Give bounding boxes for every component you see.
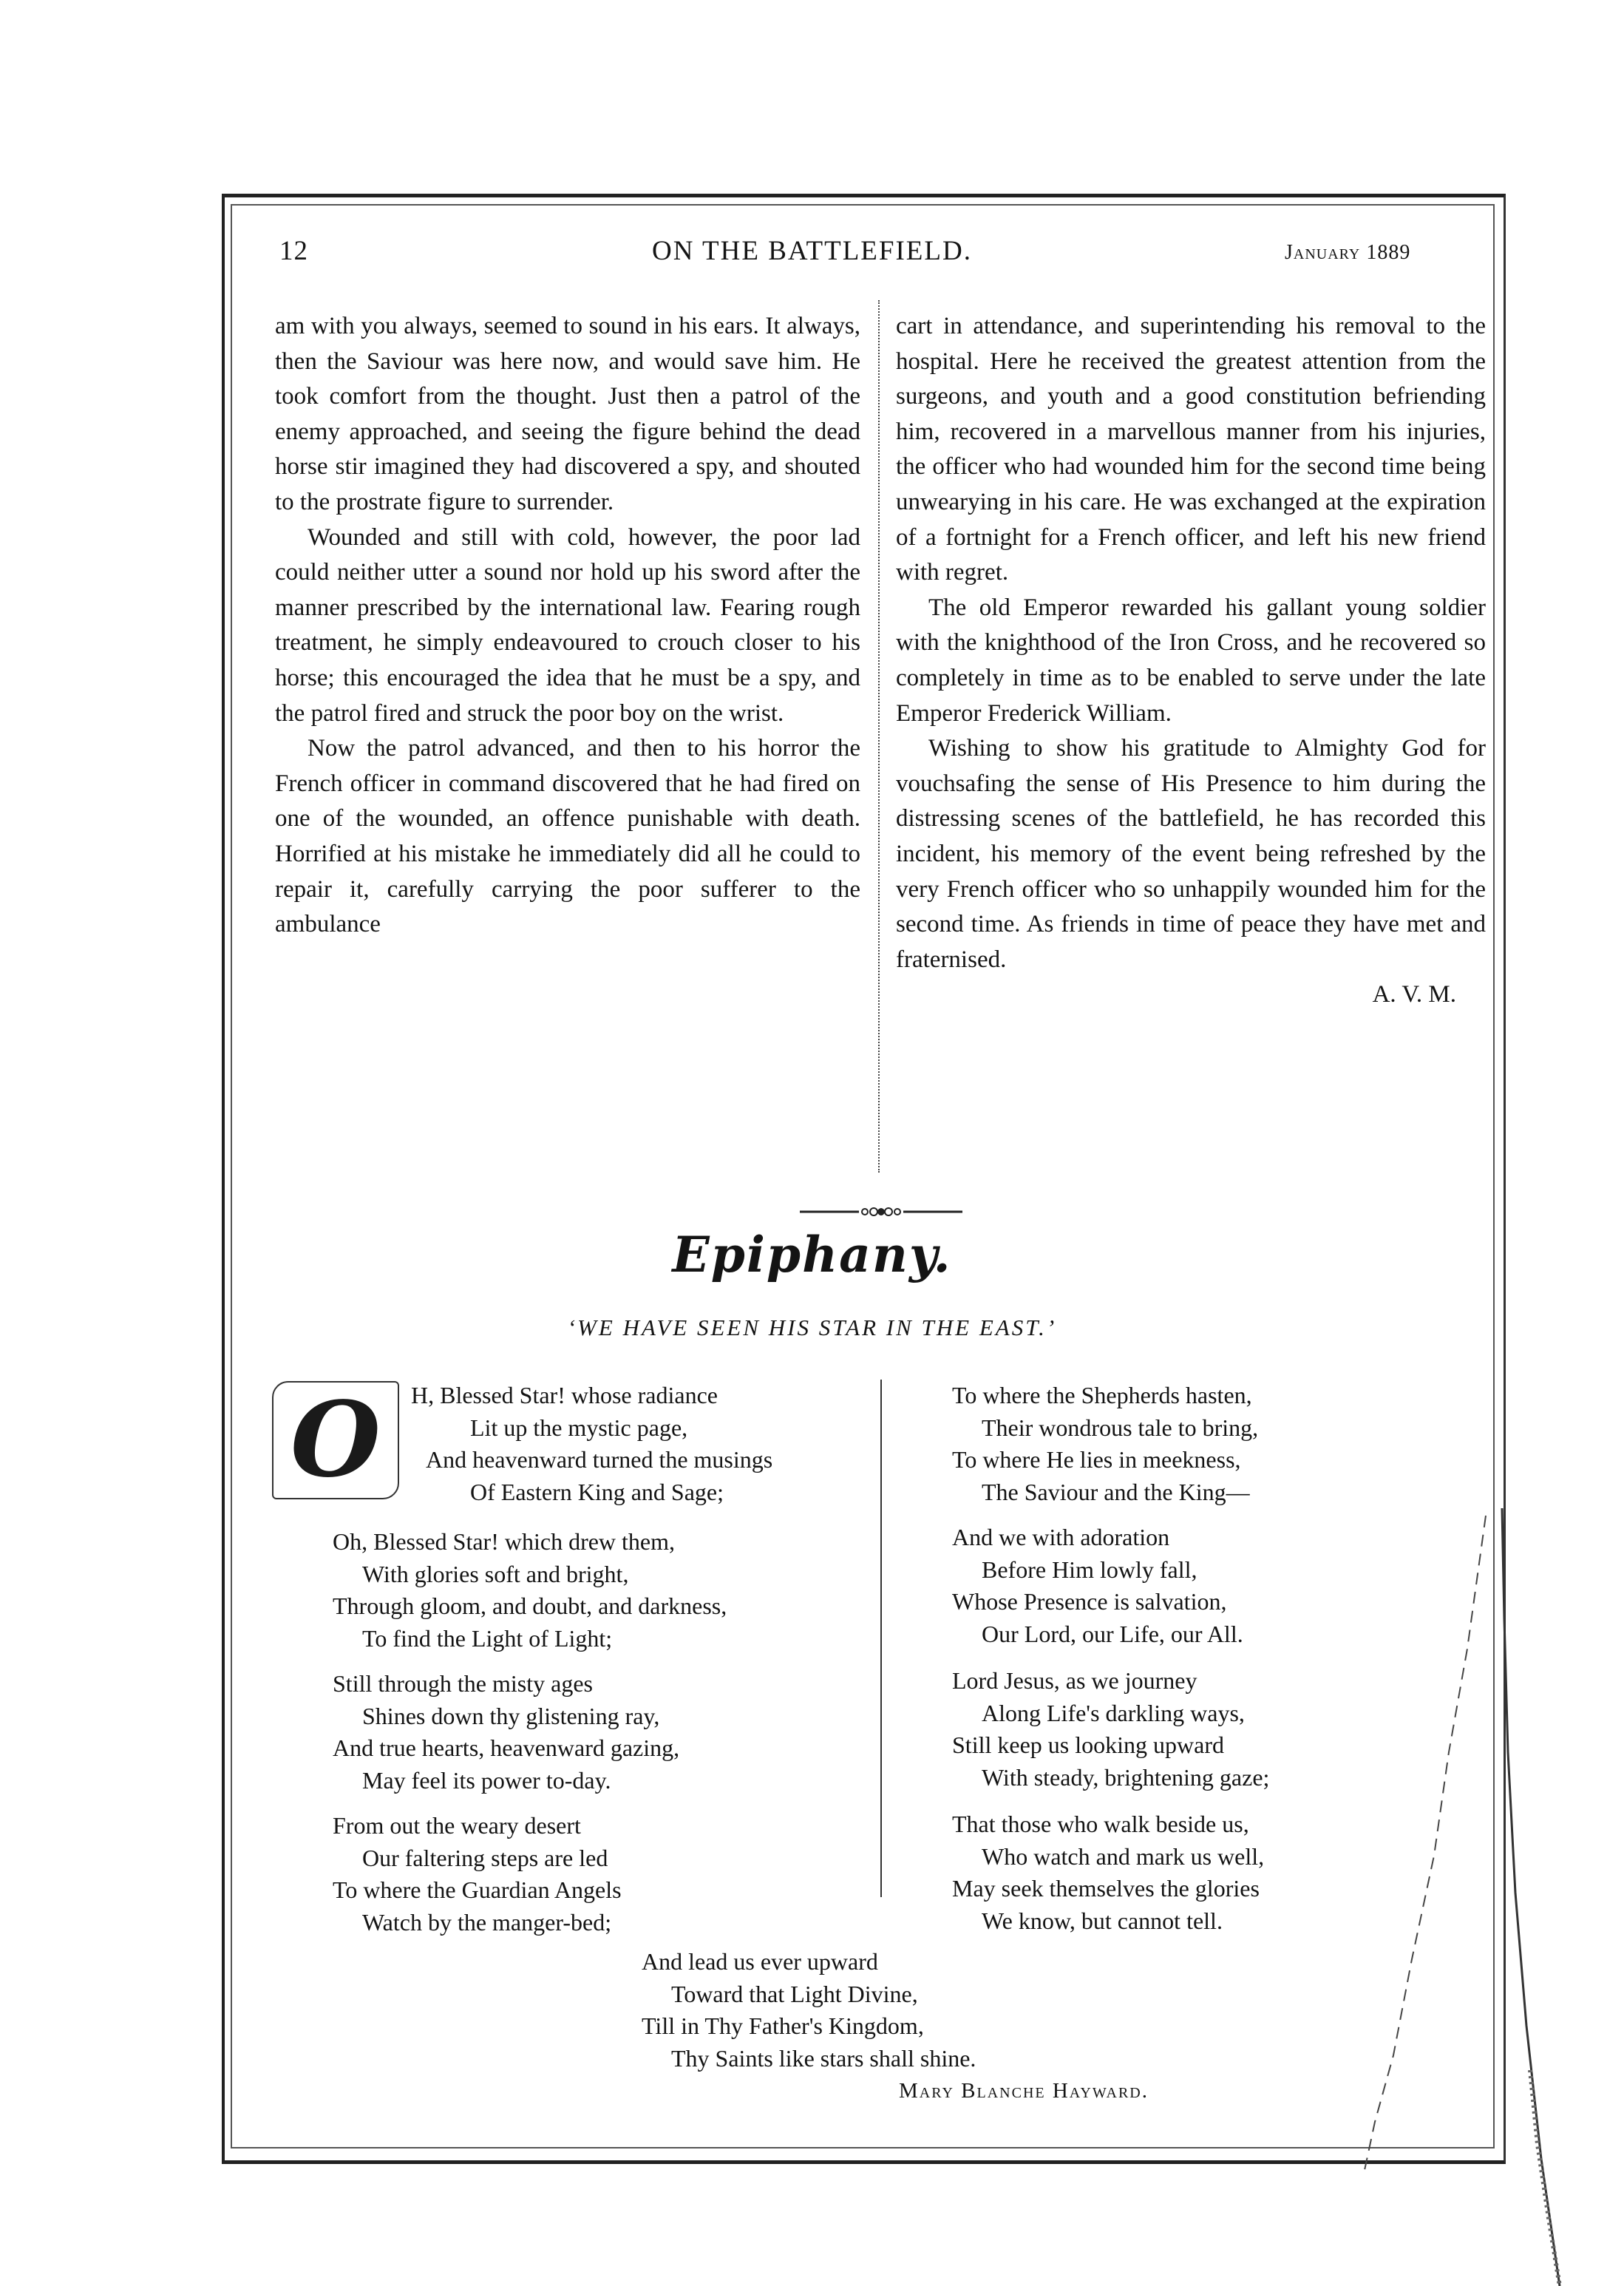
poem-line: With steady, brightening gaze;	[982, 1763, 1270, 1791]
poem-epigraph: ‘WE HAVE SEEN HIS STAR IN THE EAST.’	[567, 1315, 1057, 1340]
poem-column-divider	[880, 1380, 882, 1897]
poem-line: Still through the misty ages	[333, 1670, 593, 1697]
poem-stanza	[952, 1380, 1258, 1508]
poem-line: Along Life's darkling ways,	[982, 1699, 1245, 1726]
poem-line: Who watch and mark us well,	[982, 1842, 1265, 1870]
poem-line: Thy Saints like stars shall shine.	[671, 2044, 976, 2072]
issue-date: January 1889	[1285, 241, 1411, 264]
poem-stanza	[333, 1668, 679, 1797]
poem-line: That those who walk beside us,	[952, 1811, 1249, 1837]
poem-line: May feel its power to-day.	[362, 1766, 611, 1794]
poem-line: And we with adoration	[952, 1524, 1170, 1550]
poem-line: Before Him lowly fall,	[982, 1556, 1197, 1583]
article-paragraph: Now the patrol advanced, and then to his horror the French officer in command discovered that he had fired on one of the wounded, an offence punishable with death. Horrified at his mistake he immediately did all he could to repair it, carefully carrying the poor sufferer to the ambulance	[275, 735, 860, 938]
article-signature-line	[896, 977, 1486, 1013]
article-paragraph: Wounded and still with cold, however, the poor lad could neither utter a sound nor hold up his sword after the manner prescribed by the international law. Fearing rough treatment, he simply endeavoured to crouch closer to his horse; this encouraged the idea that he must be a spy, and the patrol fired and struck the poor boy on the wrist.	[275, 523, 860, 727]
poem-line: To find the Light of Light;	[362, 1624, 613, 1652]
poem-line: Oh, Blessed Star! which drew them,	[333, 1528, 676, 1555]
poem-line: Through gloom, and doubt, and darkness,	[333, 1593, 727, 1619]
article-paragraph: cart in attendance, and superintending his removal to the hospital. Here he received the greatest attention from the surgeons, and youth and a good constitution befriending him, recovered in a marvellous manner from his injuries, the officer who had wounded him for the second time being unwearying in his care. He was exchanged at the expiration of a fortnight for a French officer, and left his new friend with regret.	[896, 313, 1486, 586]
article-left-column	[275, 309, 860, 943]
poem-stanza	[411, 1380, 772, 1508]
poem-line: The Saviour and the King—	[982, 1478, 1250, 1505]
poem-final-stanza	[642, 1946, 976, 2075]
page-number: 12	[279, 236, 308, 266]
article-paragraph: am with you always, seemed to sound in his ears. It always, then the Saviour was here now, and would save him. He took comfort from the thought. Just then a patrol of the enemy approached, and seeing the figure behind the dead horse stir imagined they had discovered a spy, and shouted to the prostrate figure to surrender.	[275, 313, 860, 515]
poem-line: And heavenward turned the musings	[426, 1446, 773, 1473]
article-signature: A. V. M.	[1372, 981, 1456, 1008]
poem-stanza	[952, 1522, 1243, 1650]
poem-line: Lord Jesus, as we journey	[952, 1667, 1197, 1694]
ornamental-rule	[800, 1203, 962, 1221]
article-right-column	[896, 309, 1486, 1013]
poem-line: Till in Thy Father's Kingdom,	[642, 2012, 924, 2039]
poem-line: Still keep us looking upward	[952, 1732, 1224, 1758]
ornamental-drop-cap: O	[272, 1381, 399, 1499]
poem-line: May seek themselves the glories	[952, 1875, 1260, 1902]
poem-line: To where the Guardian Angels	[333, 1876, 622, 1903]
poem-title: Epiphany.	[672, 1226, 952, 1283]
poem-line: Their wondrous tale to bring,	[982, 1414, 1259, 1441]
poem-line: Toward that Light Divine,	[671, 1980, 918, 2007]
poem-line: Watch by the manger-bed;	[362, 1908, 612, 1936]
poem-line: We know, but cannot tell.	[982, 1907, 1223, 1934]
poem-line: To where the Shepherds hasten,	[952, 1382, 1252, 1408]
poem-line: With glories soft and bright,	[362, 1560, 629, 1587]
poem-line: Whose Presence is salvation,	[952, 1588, 1227, 1615]
poem-line: H, Blessed Star! whose radiance	[411, 1382, 718, 1408]
poem-line: Lit up the mystic page,	[470, 1414, 688, 1441]
article-paragraph: Wishing to show his gratitude to Almighty God for vouchsafing the sense of His Presence to him during the distressing scenes of the battlefield, he has recorded this incident, his memory of the event being refreshed by the very French officer who so unhappily wounded him for the second time. As friends in time of peace they have met and fraternised.	[896, 735, 1486, 973]
poem-author: Mary Blanche Hayward.	[899, 2079, 1149, 2103]
poem-line: And true hearts, heavenward gazing,	[333, 1734, 680, 1761]
poem-line: From out the weary desert	[333, 1812, 581, 1839]
poem-line: Of Eastern King and Sage;	[470, 1478, 724, 1505]
poem-line: To where He lies in meekness,	[952, 1446, 1241, 1473]
running-title: ON THE BATTLEFIELD.	[652, 236, 972, 266]
poem-line: Our faltering steps are led	[362, 1844, 608, 1871]
poem-line: Shines down thy glistening ray,	[362, 1702, 660, 1729]
paper-tear-line	[1212, 1508, 1624, 2286]
poem-line: And lead us ever upward	[642, 1948, 878, 1975]
poem-stanza	[333, 1810, 622, 1939]
column-divider	[878, 300, 880, 1173]
poem-stanza	[333, 1526, 727, 1655]
article-paragraph: The old Emperor rewarded his gallant young soldier with the knighthood of the Iron Cross, and he recovered so completely in time as to be enabled to serve under the late Emperor Frederick William.	[896, 594, 1486, 727]
poem-line: Our Lord, our Life, our All.	[982, 1620, 1243, 1647]
